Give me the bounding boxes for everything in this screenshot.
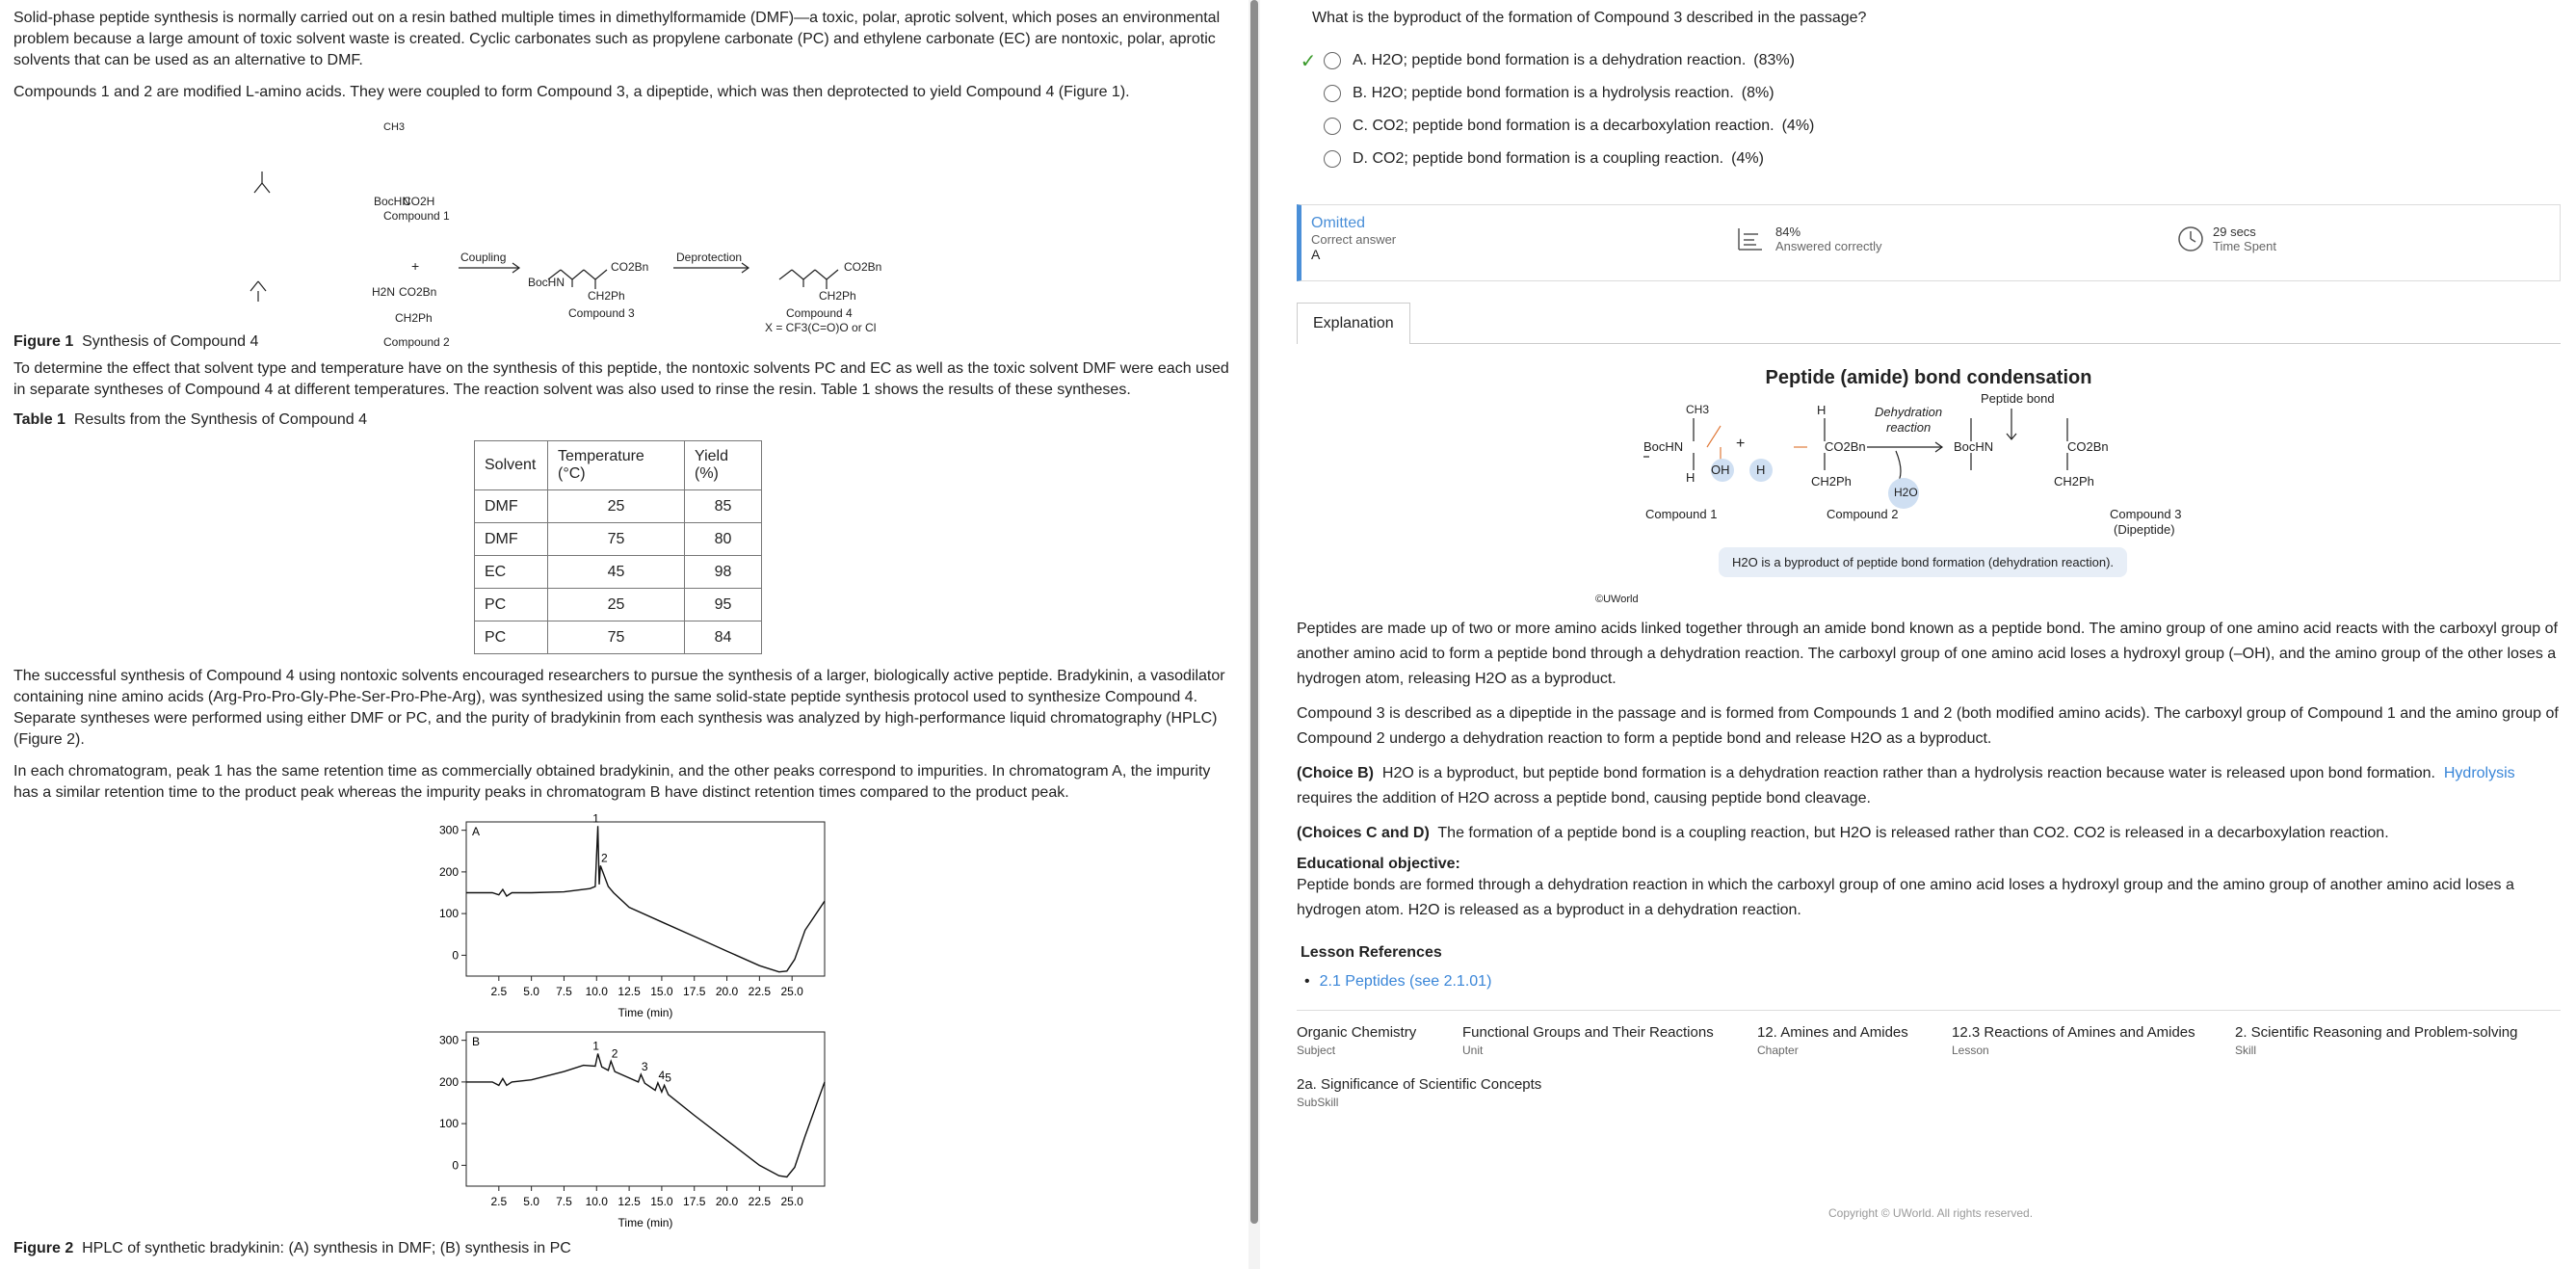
c2-h2n: H2N	[372, 285, 396, 299]
c3-co2bn: CO2Bn	[611, 260, 649, 274]
chromatogram-b-svg	[399, 1024, 842, 1234]
choice-letter: D.	[1353, 150, 1368, 167]
copyright: Copyright © UWorld. All rights reserved.	[1828, 1206, 2034, 1220]
answer-choice-a[interactable]	[1297, 44, 2561, 77]
table-cell: 85	[685, 490, 762, 523]
explanation-title: Peptide (amide) bond condensation	[1765, 367, 2092, 388]
correct-answer-value: A	[1311, 247, 1321, 262]
x-tick-label: 12.5	[618, 985, 641, 998]
c1-ch3: CH3	[383, 121, 406, 133]
explanation-choice-cd: (Choices C and D) The formation of a peptide bond is a coupling reaction, but H2O is released rather than CO2. CO2 is released in a decarboxylation reaction.	[1297, 825, 2389, 841]
table-cell: 75	[548, 523, 685, 556]
radio-button[interactable]	[1324, 52, 1341, 69]
peak-label: 1	[592, 814, 599, 826]
c3-bochn: BocHN	[528, 276, 565, 289]
table-cell: PC	[475, 589, 548, 621]
table-row	[475, 523, 762, 556]
table-row	[475, 490, 762, 523]
choice-percent: (4%)	[1731, 150, 1764, 167]
answer-choice-c[interactable]	[1297, 110, 2561, 143]
x-tick-label: 7.5	[556, 985, 572, 998]
x-tick-label: 25.0	[780, 1195, 803, 1208]
figure-1-caption: Figure 1 Synthesis of Compound 4	[13, 333, 259, 350]
correct-answer-label: Correct answer	[1311, 232, 1397, 247]
passage-paragraph-2: Compounds 1 and 2 are modified L-amino acids. They were coupled to form Compound 3, a dipeptide, which was then deprotected to yield Compound 4 (Figure 1).	[13, 84, 1130, 100]
chart-panel-label: B	[472, 1035, 481, 1048]
c4-ch2ph: CH2Ph	[819, 289, 856, 303]
y-tick-label: 0	[452, 1158, 459, 1173]
reaction-caption: H2O is a byproduct of peptide bond formation (dehydration reaction).	[1719, 547, 2127, 577]
table-cell: EC	[475, 556, 548, 589]
rx-reaction: reaction	[1886, 420, 1932, 435]
choice-percent: (83%)	[1753, 52, 1795, 68]
x-tick-label: 15.0	[650, 1195, 673, 1208]
uworld-credit: ©UWorld	[1595, 594, 1639, 605]
explanation-body	[1297, 617, 2561, 923]
peak-label: 2	[600, 851, 608, 865]
y-tick-label: 100	[438, 1117, 459, 1131]
chart-panel-label: A	[472, 825, 481, 838]
table-cell: 25	[548, 490, 685, 523]
time-value: 29 secs	[2213, 225, 2256, 239]
c2-ch2ph: CH2Ph	[395, 311, 433, 325]
x-tick-label: 12.5	[618, 1195, 641, 1208]
deprotection-label: Deprotection	[676, 251, 743, 264]
percent-label: Answered correctly	[1775, 239, 1882, 253]
y-tick-label: 100	[438, 907, 459, 921]
table-cell: 98	[685, 556, 762, 589]
plot-frame	[466, 1032, 825, 1186]
choice-text: H2O; peptide bond formation is a hydrolysis reaction.	[1371, 85, 1734, 101]
table-header: Yield (%)	[685, 441, 762, 490]
chromatogram-trace	[466, 826, 825, 971]
rx-co2bn-2: CO2Bn	[2067, 439, 2109, 454]
radio-button[interactable]	[1324, 150, 1341, 168]
explanation-paragraph-1: Peptides are made up of two or more amino acids linked together through an amide bond known as a peptide bond. The amino group of one amino acid reacts with the carboxyl group of another amino acid to form a peptide bond through a dehydration reaction. The carboxyl group of one amino acid loses a hydroxyl group (–OH), and the amino group of the other loses a hydrogen atom, releasing H2O as a byproduct.	[1297, 621, 2558, 687]
x-axis-label: Time (min)	[618, 1216, 673, 1229]
meta-skill: 2. Scientific Reasoning and Problem-solving Skill	[2235, 1024, 2518, 1057]
lesson-reference-link[interactable]: • 2.1 Peptides (see 2.1.01)	[1304, 973, 2561, 991]
x-tick-label: 17.5	[683, 985, 706, 998]
educational-objective-text: Peptide bonds are formed through a dehydration reaction in which the carboxyl group of one amino acid loses a hydroxyl group and the amino group of another amino acid loses a hydrogen atom. H2O is released as a byproduct in a dehydration reaction.	[1297, 877, 2514, 918]
table-row	[475, 589, 762, 621]
x-tick-label: 5.0	[523, 1195, 539, 1208]
rx-h: H	[1686, 470, 1695, 485]
time-block	[2176, 225, 2276, 253]
table-cell: 95	[685, 589, 762, 621]
rx-co2bn: CO2Bn	[1825, 439, 1866, 454]
x-tick-label: 15.0	[650, 985, 673, 998]
rx-bochn-2: BocHN	[1954, 439, 1994, 454]
classification-meta	[1297, 1010, 2561, 1125]
results-table	[474, 440, 762, 654]
rx-compound-1: Compound 1	[1645, 507, 1718, 521]
compound-3-label: Compound 3	[568, 306, 635, 320]
compound-4-label: Compound 4	[786, 306, 853, 320]
answer-choice-b[interactable]	[1297, 77, 2561, 110]
bar-chart-icon	[1735, 225, 1764, 253]
x-tick-label: 10.0	[585, 985, 608, 998]
answer-choice-d[interactable]	[1297, 143, 2561, 175]
x-axis-label: Time (min)	[618, 1006, 673, 1019]
rx-ch3: CH3	[1686, 403, 1710, 416]
rx-bochn: BocHN	[1643, 439, 1684, 454]
status-omitted: Omitted	[1311, 215, 1366, 231]
x-tick-label: 22.5	[748, 985, 772, 998]
x-tick-label: 20.0	[715, 1195, 739, 1208]
table-row	[475, 556, 762, 589]
x-tick-label: 5.0	[523, 985, 539, 998]
x-tick-label: 25.0	[780, 985, 803, 998]
table-header: Solvent	[475, 441, 548, 490]
reaction-diagram	[1297, 391, 2568, 580]
passage-pane[interactable]	[0, 0, 1249, 1269]
choice-text: CO2; peptide bond formation is a coupling reaction.	[1372, 150, 1724, 167]
meta-subject: Organic Chemistry Subject	[1297, 1024, 1417, 1057]
rx-oh: OH	[1711, 463, 1730, 477]
y-tick-label: 300	[438, 823, 459, 837]
chromatogram-a-svg	[399, 814, 842, 1024]
c3-ch2ph: CH2Ph	[588, 289, 625, 303]
choice-percent: (8%)	[1741, 85, 1774, 101]
c4-co2bn: CO2Bn	[844, 260, 882, 274]
y-tick-label: 200	[438, 864, 459, 879]
question-pane[interactable]	[1279, 0, 2576, 1269]
passage-paragraph-3: To determine the effect that solvent type and temperature have on the synthesis of this peptide, the nontoxic solvents PC and EC as well as the toxic solvent DMF were each used in separate syntheses of Compound 4 at different temperatures. The reaction solvent was also used to rinse the resin. Table 1 shows the results of these syntheses.	[13, 360, 1229, 398]
table-cell: DMF	[475, 523, 548, 556]
time-label: Time Spent	[2213, 239, 2276, 253]
percent-value: 84%	[1775, 225, 1801, 239]
pane-scrollbar[interactable]	[1249, 0, 1260, 1269]
peak-label: 4	[658, 1068, 666, 1082]
rx-compound-3: Compound 3	[2110, 507, 2182, 521]
choice-letter: B.	[1353, 85, 1368, 101]
rx-h2o: H2O	[1894, 486, 1918, 499]
meta-unit: Functional Groups and Their Reactions Unit	[1462, 1024, 1714, 1057]
choice-letter: A.	[1353, 52, 1368, 68]
c1-co2h: CO2H	[403, 195, 435, 208]
rx-compound-2: Compound 2	[1827, 507, 1899, 521]
x-note: X = CF3(C=O)O or Cl	[765, 321, 877, 334]
y-tick-label: 200	[438, 1074, 459, 1089]
percent-block	[1735, 225, 1882, 253]
peak-label: 1	[592, 1039, 599, 1053]
table-cell: 80	[685, 523, 762, 556]
chromatogram-a	[399, 814, 1235, 1024]
rx-ch2ph-2: CH2Ph	[2054, 474, 2094, 489]
x-tick-label: 22.5	[748, 1195, 772, 1208]
table-cell: 45	[548, 556, 685, 589]
scrollbar-thumb[interactable]	[1250, 0, 1258, 1224]
coupling-label: Coupling	[460, 251, 507, 264]
table-cell: PC	[475, 621, 548, 654]
choice-text: H2O; peptide bond formation is a dehydration reaction.	[1371, 52, 1747, 68]
result-stat-bar	[1297, 204, 2561, 281]
x-tick-label: 10.0	[585, 1195, 608, 1208]
compound-1-label: Compound 1	[383, 209, 450, 223]
table-row	[475, 621, 762, 654]
peak-label: 2	[611, 1046, 618, 1061]
rx-plus: +	[1736, 436, 1746, 452]
x-tick-label: 17.5	[683, 1195, 706, 1208]
rx-h-top: H	[1817, 403, 1827, 417]
choice-text: CO2; peptide bond formation is a decarboxylation reaction.	[1372, 118, 1774, 134]
plus-sign: +	[411, 258, 420, 274]
table-header-row	[475, 441, 762, 490]
tab-explanation[interactable]: Explanation	[1297, 303, 1410, 344]
clock-icon	[2176, 225, 2205, 253]
rx-dipeptide: (Dipeptide)	[2114, 522, 2175, 537]
table-cell: DMF	[475, 490, 548, 523]
question-text: What is the byproduct of the formation of Compound 3 described in the passage?	[1312, 10, 1867, 26]
c2-co2bn: CO2Bn	[399, 285, 437, 299]
rx-ch2ph: CH2Ph	[1811, 474, 1852, 489]
explanation-paragraph-2: Compound 3 is described as a dipeptide in the passage and is formed from Compounds 1 and 2 (both modified amino acids). The carboxyl group of Compound 1 and the amino group of Compound 2 undergo a dehydration reaction to form a peptide bond and release H2O as a byproduct.	[1297, 705, 2559, 747]
peak-label: 5	[665, 1071, 671, 1085]
table-cell: 75	[548, 621, 685, 654]
x-tick-label: 2.5	[490, 1195, 508, 1208]
radio-button[interactable]	[1324, 85, 1341, 102]
table-cell: 84	[685, 621, 762, 654]
table-1-caption: Table 1 Results from the Synthesis of Compound 4	[13, 411, 367, 428]
x-tick-label: 7.5	[556, 1195, 572, 1208]
status-block	[1311, 215, 1396, 262]
passage-paragraph-1: Solid-phase peptide synthesis is normally carried out on a resin bathed multiple times in dimethylformamide (DMF)—a toxic, polar, aprotic solvent, which poses an environmental problem because a large amount of toxic solvent waste is created. Cyclic carbonates such as propylene carbonate (PC) and ethylene carbonate (EC) are nontoxic, polar, aprotic solvents that can be used as an alternative to DMF.	[13, 10, 1221, 68]
correct-check-icon: ✓	[1300, 50, 1317, 72]
passage-paragraph-5: In each chromatogram, peak 1 has the same retention time as commercially obtained bradykinin, and the other peaks correspond to impurities. In chromatogram A, the impurity has a similar retention time to the product peak whereas the impurity peaks in chromatogram B have distinct retention times compared to the product peak.	[13, 763, 1211, 801]
rx-peptide-bond: Peptide bond	[1981, 391, 2055, 406]
choice-letter: C.	[1353, 118, 1368, 134]
radio-button[interactable]	[1324, 118, 1341, 135]
explanation-choice-b: (Choice B) H2O is a byproduct, but peptide bond formation is a dehydration reaction rather than a hydrolysis reaction because water is released upon bond formation. Hydrolysis requires the addition of H2O across a peptide bond, causing peptide bond cleavage.	[1297, 765, 2515, 806]
rx-h-amine: H	[1756, 463, 1766, 477]
passage-paragraph-4: The successful synthesis of Compound 4 using nontoxic solvents encouraged researchers to pursue the synthesis of a larger, biologically active peptide. Bradykinin, a vasodilator containing nine amino acids (Arg-Pro-Pro-Gly-Phe-Ser-Pro-Phe-Arg), was synthesized using the same solid-state peptide synthesis protocol used to synthesize Compound 4. Separate syntheses were performed using either DMF or PC, and the purity of bradykinin from each synthesis was analyzed by high-performance liquid chromatography (HPLC) (Figure 2).	[13, 668, 1225, 748]
y-tick-label: 300	[438, 1033, 459, 1047]
educational-objective-heading: Educational objective:	[1297, 856, 1460, 872]
c1-bochn: BocHN	[374, 195, 411, 208]
plot-frame	[466, 822, 825, 976]
compound-2-label: Compound 2	[383, 335, 450, 349]
y-tick-label: 0	[452, 948, 459, 963]
lesson-references-heading: Lesson References	[1301, 944, 1442, 961]
peak-label: 3	[641, 1060, 648, 1074]
x-tick-label: 2.5	[490, 985, 508, 998]
chromatogram-b	[399, 1024, 1235, 1234]
meta-subskill: 2a. Significance of Scientific Concepts SubSkill	[1297, 1076, 1542, 1109]
meta-chapter: 12. Amines and Amides Chapter	[1757, 1024, 1908, 1057]
table-cell: 25	[548, 589, 685, 621]
x-tick-label: 20.0	[715, 985, 739, 998]
table-header: Temperature (°C)	[548, 441, 685, 490]
figure-2-caption: Figure 2 HPLC of synthetic bradykinin: (A) synthesis in DMF; (B) synthesis in PC	[13, 1240, 571, 1256]
rx-dehydration: Dehydration	[1875, 405, 1943, 419]
hydrolysis-link[interactable]: Hydrolysis	[2443, 765, 2515, 781]
meta-lesson: 12.3 Reactions of Amines and Amides Lesson	[1952, 1024, 2195, 1057]
choice-percent: (4%)	[1781, 118, 1815, 134]
